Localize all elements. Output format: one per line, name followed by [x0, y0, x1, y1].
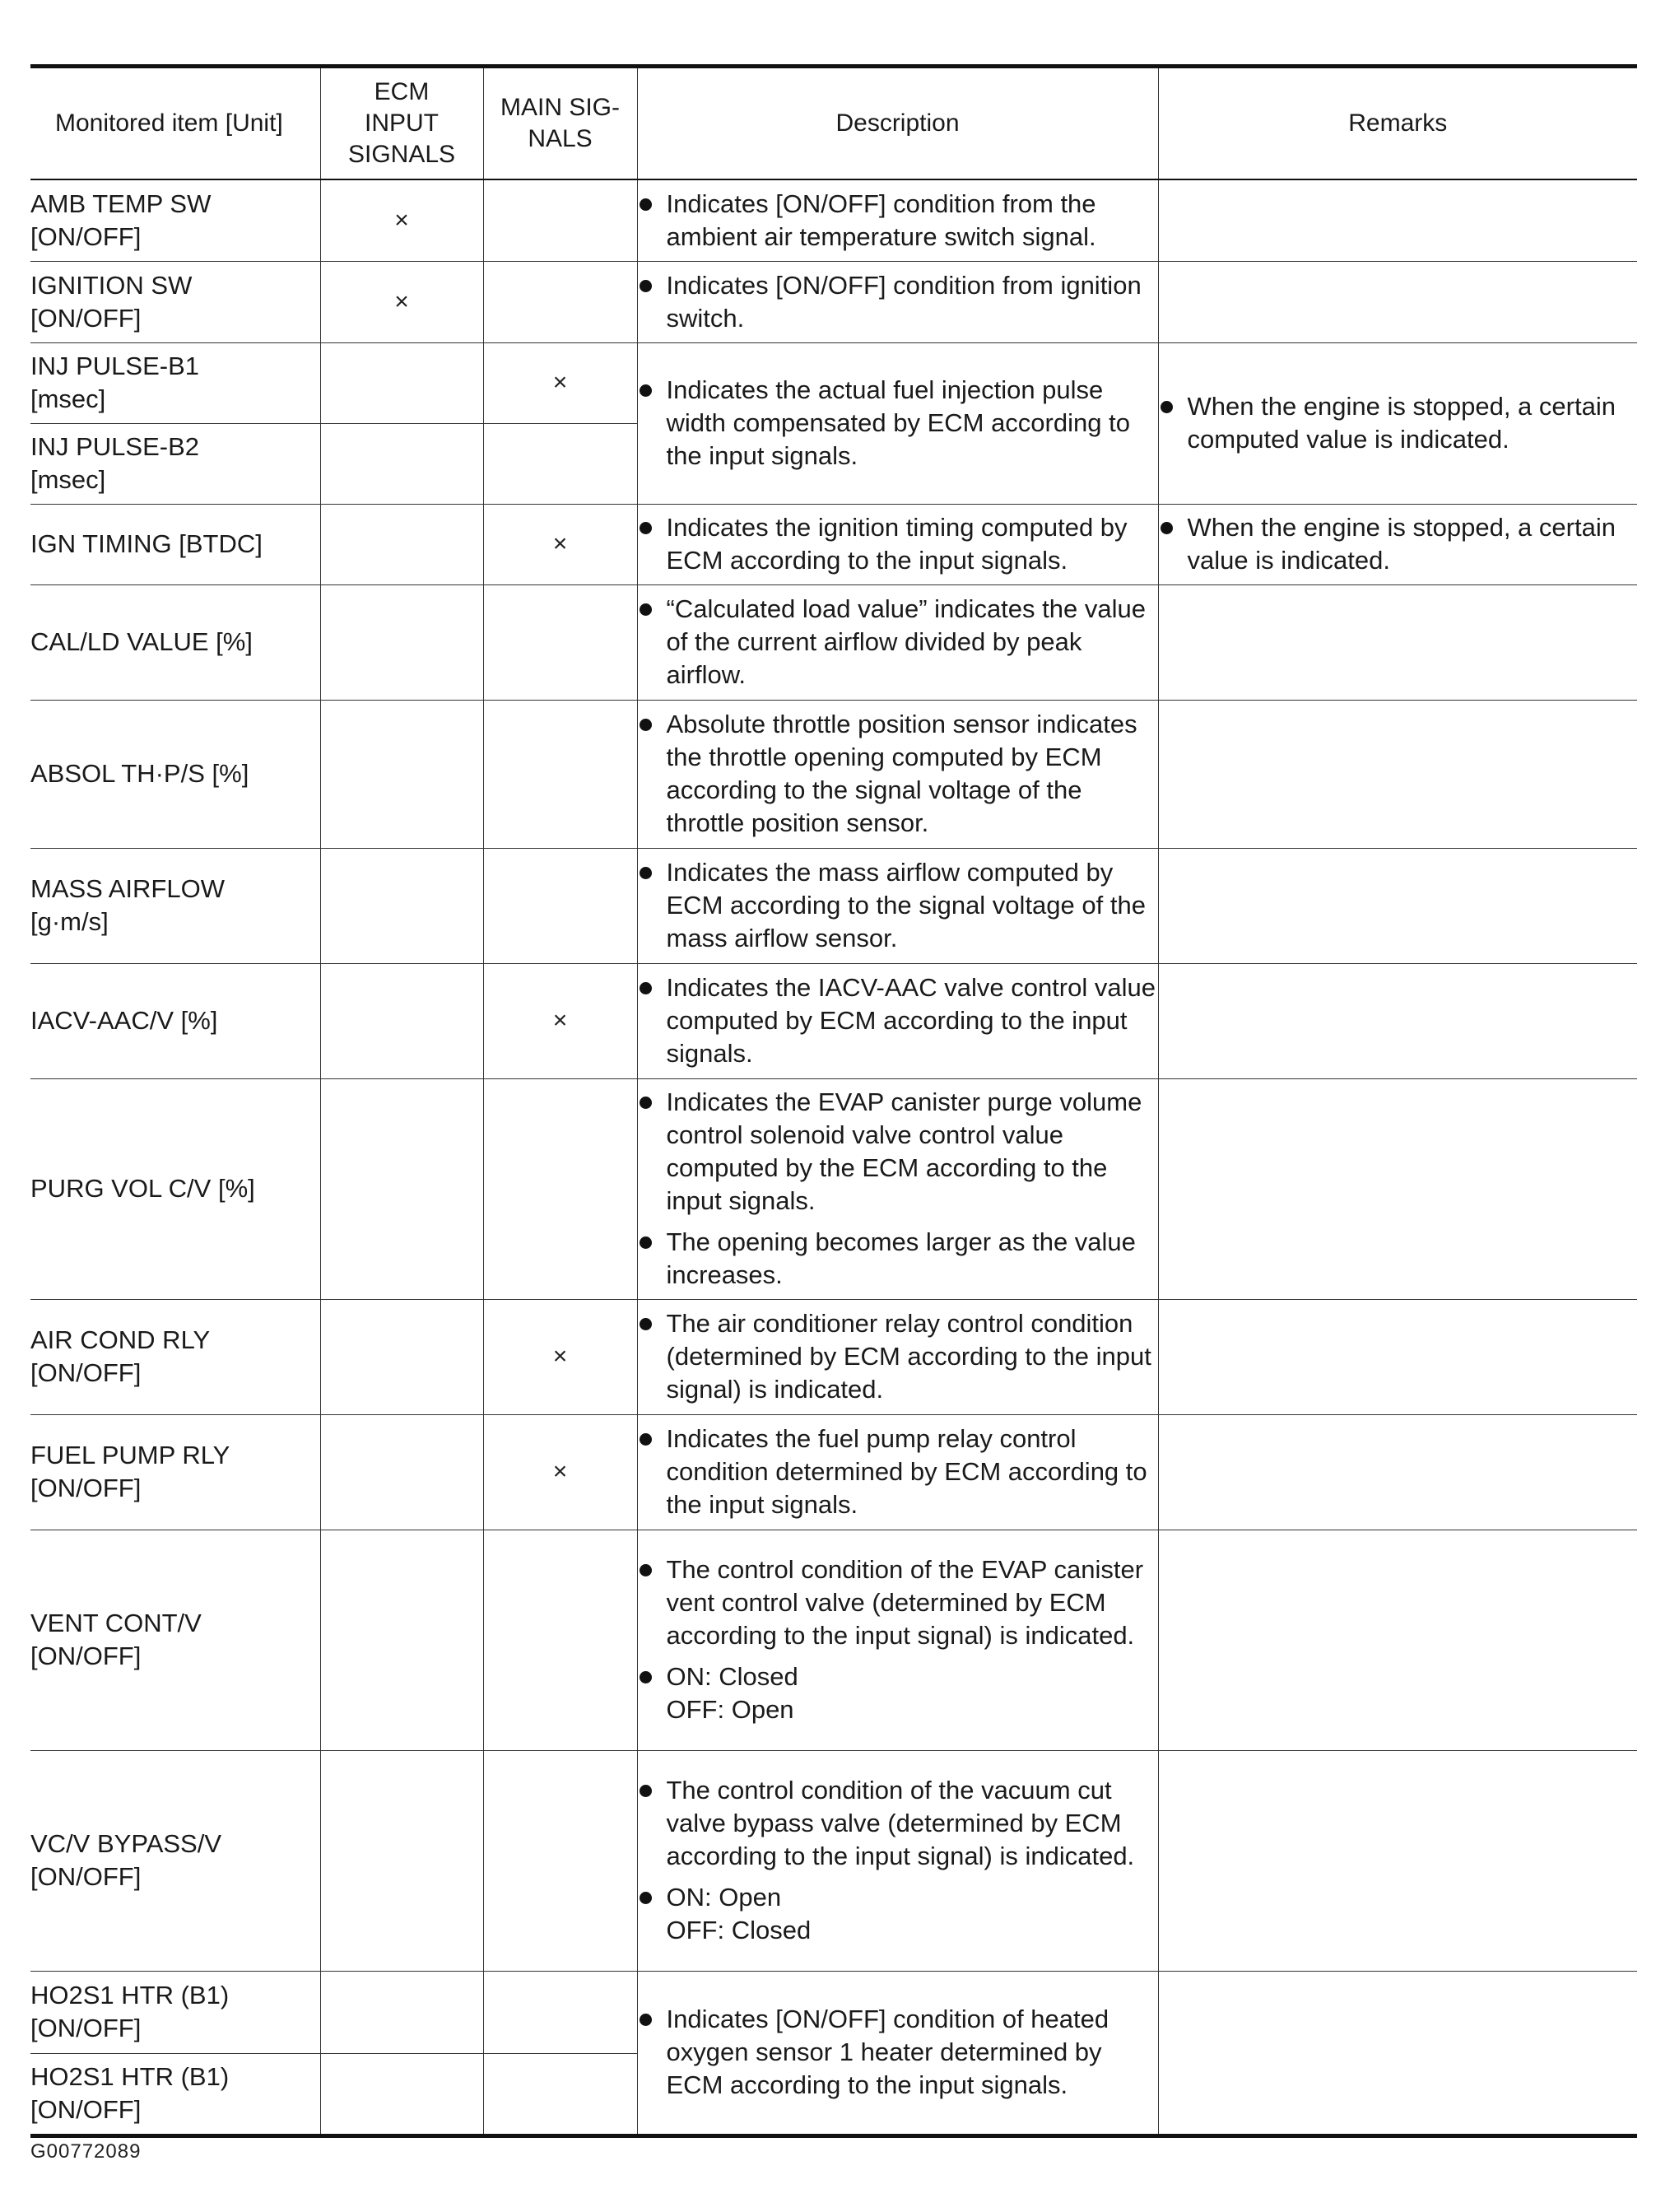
description-bullet: Indicates the fuel pump relay control condition determined by ECM according to the input signals. [638, 1423, 1158, 1521]
monitored-item-cell: ABSOL TH·P/S [%] [30, 700, 320, 848]
ecm-input-signal-mark [320, 423, 483, 504]
table-row [30, 179, 1637, 261]
description-bullet: Indicates the actual fuel injection pulse width compensated by ECM according to the input signals. [638, 374, 1158, 473]
main-signal-mark: × [483, 963, 637, 1078]
remarks-cell [1158, 504, 1637, 584]
description-cell [637, 1530, 1158, 1750]
ecm-input-signal-mark [320, 1971, 483, 2053]
figure-code: G00772089 [30, 2140, 142, 2163]
description-bullet: Indicates the IACV-AAC valve control value computed by ECM according to the input signals. [638, 971, 1158, 1070]
main-signal-mark: × [483, 342, 637, 423]
remarks-cell [1158, 700, 1637, 848]
remarks-cell [1158, 963, 1637, 1078]
main-signal-mark [483, 1078, 637, 1299]
description-cell [637, 963, 1158, 1078]
description-bullet: The control condition of the EVAP canister vent control valve (determined by ECM according to the input signal) is indicated. [638, 1553, 1158, 1652]
monitored-item-cell: MASS AIRFLOW [g·m/s] [30, 848, 320, 963]
description-cell [637, 1750, 1158, 1971]
table-row [30, 1078, 1637, 1299]
ecm-input-signal-mark [320, 1414, 483, 1530]
description-bullet: Indicates the mass airflow computed by ECM according to the signal voltage of the mass airflow sensor. [638, 856, 1158, 955]
description-bullet: Absolute throttle position sensor indicates the throttle opening computed by ECM according to the signal voltage of the throttle position sensor. [638, 708, 1158, 840]
table-row [30, 342, 1637, 423]
description-bullet: Indicates [ON/OFF] condition of heated oxygen sensor 1 heater determined by ECM according to the input signals. [638, 2003, 1158, 2102]
ecm-input-signal-mark [320, 1530, 483, 1750]
ecm-input-signal-mark [320, 342, 483, 423]
description-bullet: “Calculated load value” indicates the value of the current airflow divided by peak airflow. [638, 593, 1158, 692]
main-signal-mark [483, 261, 637, 342]
main-signal-mark [483, 848, 637, 963]
description-bullet: Indicates [ON/OFF] condition from ignition switch. [638, 269, 1158, 335]
table-row [30, 963, 1637, 1078]
description-cell [637, 584, 1158, 700]
remarks-cell [1158, 1414, 1637, 1530]
table-row [30, 584, 1637, 700]
monitored-item-cell: VC/V BYPASS/V [ON/OFF] [30, 1750, 320, 1971]
ecm-input-signal-mark: × [320, 261, 483, 342]
remark-bullet: When the engine is stopped, a certain value is indicated. [1159, 511, 1638, 577]
table-row [30, 1530, 1637, 1750]
header-ecm-input-signals: ECM INPUT SIGNALS [320, 67, 483, 180]
description-cell [637, 700, 1158, 848]
monitored-items-table [30, 64, 1637, 2138]
monitored-item-cell: INJ PULSE-B1 [msec] [30, 342, 320, 423]
main-signal-mark [483, 179, 637, 261]
ecm-input-signal-mark [320, 2053, 483, 2135]
table-row [30, 1750, 1637, 1971]
main-signal-mark: × [483, 504, 637, 584]
ecm-input-signal-mark [320, 504, 483, 584]
main-signal-mark [483, 700, 637, 848]
monitored-item-cell: IACV-AAC/V [%] [30, 963, 320, 1078]
main-signal-mark [483, 1971, 637, 2053]
monitored-item-cell: CAL/LD VALUE [%] [30, 584, 320, 700]
monitored-item-cell: PURG VOL C/V [%] [30, 1078, 320, 1299]
description-bullet: ON: Open OFF: Closed [638, 1881, 1158, 1947]
monitored-item-cell: IGNITION SW [ON/OFF] [30, 261, 320, 342]
description-bullet: Indicates [ON/OFF] condition from the ambient air temperature switch signal. [638, 188, 1158, 254]
monitored-item-cell: AIR COND RLY [ON/OFF] [30, 1299, 320, 1414]
remarks-cell [1158, 1299, 1637, 1414]
remarks-cell [1158, 1078, 1637, 1299]
header-remarks: Remarks [1158, 67, 1637, 180]
header-description: Description [637, 67, 1158, 180]
table-row [30, 261, 1637, 342]
table-row [30, 1299, 1637, 1414]
description-bullet: Indicates the ignition timing computed by ECM according to the input signals. [638, 511, 1158, 577]
ecm-input-signal-mark [320, 1078, 483, 1299]
header-monitored-item: Monitored item [Unit] [30, 67, 320, 180]
remarks-cell [1158, 848, 1637, 963]
monitored-item-cell: HO2S1 HTR (B1) [ON/OFF] [30, 2053, 320, 2135]
main-signal-mark [483, 423, 637, 504]
description-cell [637, 342, 1158, 504]
remarks-cell [1158, 1750, 1637, 1971]
monitored-item-cell: HO2S1 HTR (B1) [ON/OFF] [30, 1971, 320, 2053]
main-signal-mark [483, 584, 637, 700]
remarks-cell [1158, 1971, 1637, 2135]
monitored-item-cell: AMB TEMP SW [ON/OFF] [30, 179, 320, 261]
main-signal-mark [483, 1750, 637, 1971]
ecm-input-signal-mark [320, 584, 483, 700]
description-bullet: ON: Closed OFF: Open [638, 1660, 1158, 1726]
monitored-item-cell: VENT CONT/V [ON/OFF] [30, 1530, 320, 1750]
header-main-signals: MAIN SIG- NALS [483, 67, 637, 180]
description-cell [637, 1078, 1158, 1299]
description-cell [637, 179, 1158, 261]
remarks-cell [1158, 261, 1637, 342]
ecm-input-signal-mark [320, 1750, 483, 1971]
remarks-cell [1158, 342, 1637, 504]
description-cell [637, 1299, 1158, 1414]
ecm-input-signal-mark [320, 1299, 483, 1414]
description-cell [637, 1971, 1158, 2135]
main-signal-mark [483, 1530, 637, 1750]
table-row [30, 1414, 1637, 1530]
description-cell [637, 1414, 1158, 1530]
main-signal-mark: × [483, 1299, 637, 1414]
description-bullet: Indicates the EVAP canister purge volume control solenoid valve control value computed by the ECM according to the input signals. [638, 1086, 1158, 1218]
remarks-cell [1158, 179, 1637, 261]
remark-bullet: When the engine is stopped, a certain computed value is indicated. [1159, 390, 1638, 456]
table-row [30, 504, 1637, 584]
ecm-input-signal-mark [320, 963, 483, 1078]
main-signal-mark [483, 2053, 637, 2135]
description-bullet: The opening becomes larger as the value increases. [638, 1226, 1158, 1292]
description-bullet: The air conditioner relay control condition (determined by ECM according to the input signal) is indicated. [638, 1307, 1158, 1406]
main-signal-mark: × [483, 1414, 637, 1530]
table-row [30, 848, 1637, 963]
description-bullet: The control condition of the vacuum cut valve bypass valve (determined by ECM according to the input signal) is indicated. [638, 1774, 1158, 1873]
remarks-cell [1158, 1530, 1637, 1750]
monitored-item-cell: FUEL PUMP RLY [ON/OFF] [30, 1414, 320, 1530]
ecm-input-signal-mark [320, 700, 483, 848]
monitored-item-cell: IGN TIMING [BTDC] [30, 504, 320, 584]
description-cell [637, 261, 1158, 342]
table-row [30, 1971, 1637, 2053]
description-cell [637, 848, 1158, 963]
description-cell [637, 504, 1158, 584]
remarks-cell [1158, 584, 1637, 700]
ecm-input-signal-mark: × [320, 179, 483, 261]
monitored-item-cell: INJ PULSE-B2 [msec] [30, 423, 320, 504]
ecm-input-signal-mark [320, 848, 483, 963]
table-row [30, 700, 1637, 848]
header-row [30, 67, 1637, 180]
